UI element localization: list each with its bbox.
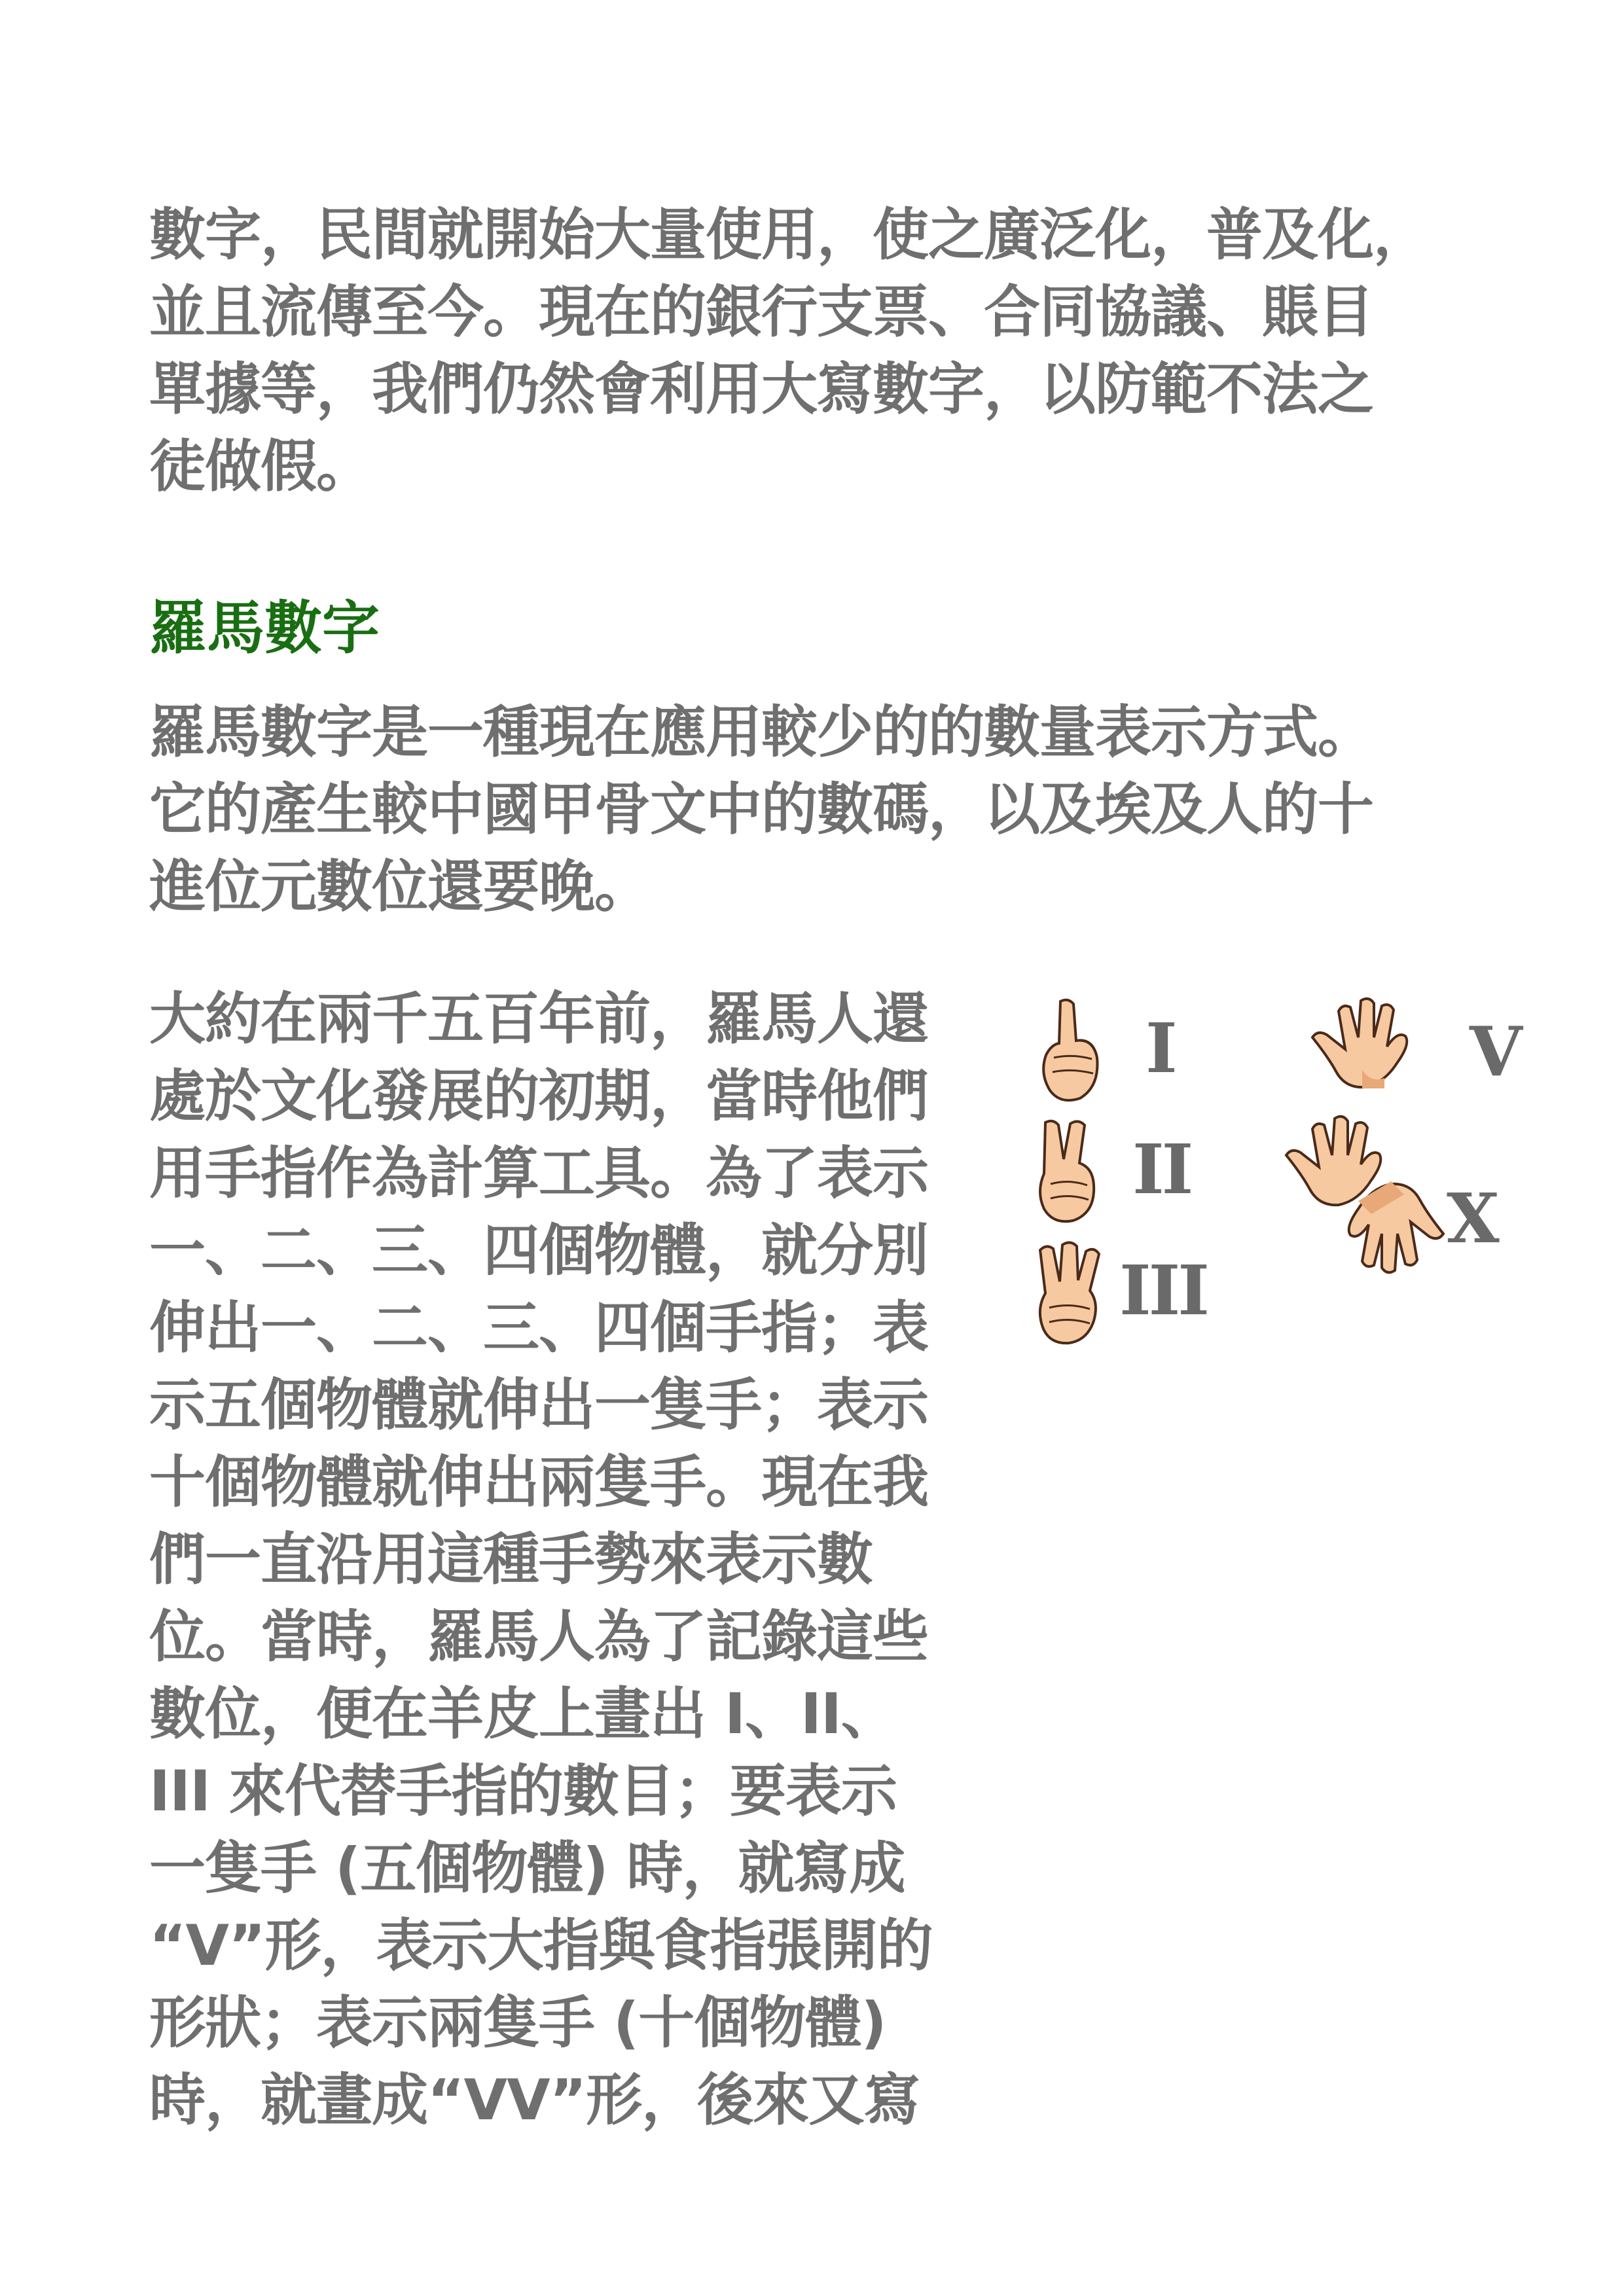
numeral-ten: X (1447, 1178, 1497, 1259)
text-line: 進位元數位還要晚。 (149, 854, 650, 920)
text-line: 它的產生較中國甲骨文中的數碼，以及埃及人的十 (149, 777, 1373, 842)
text-line: 示五個物體就伸出一隻手；表示 (149, 1372, 928, 1438)
roman-intro-paragraph (149, 694, 1491, 925)
two-finger-hand-icon (1031, 1116, 1103, 1227)
text-line: 處於文化發展的初期，當時他們 (149, 1064, 928, 1129)
intro-paragraph (149, 196, 1491, 505)
text-line: 數字，民間就開始大量使用，使之廣泛化，普及化， (149, 202, 1429, 268)
numeral-two: II (1132, 1129, 1191, 1210)
roman-history-paragraph (149, 980, 1020, 2139)
numeral-one: I (1146, 1008, 1175, 1088)
two-crossed-hands-icon (1280, 1109, 1450, 1286)
text-line: 伸出一、二、三、四個手指；表 (149, 1295, 928, 1361)
text-line: 形狀；表示兩隻手 (十個物體) (149, 1990, 886, 2056)
text-line: 時，就畫成“VV”形，後來又寫 (149, 2068, 920, 2133)
text-line: III 來代替手指的數目；要表示 (149, 1759, 897, 1824)
text-line: 羅馬數字是一種現在應用較少的的數量表示方式。 (149, 700, 1373, 765)
text-line: 一隻手 (五個物體) 時，就寫成 (149, 1836, 905, 1901)
text-line: 並且流傳至今。現在的銀行支票、合同協議、賬目 (149, 279, 1373, 345)
one-finger-hand-icon (1034, 995, 1106, 1106)
text-line: 們一直沿用這種手勢來表示數 (149, 1527, 873, 1592)
text-line: 一、二、三、四個物體，就分別 (149, 1218, 928, 1283)
three-finger-hand-icon (1031, 1237, 1110, 1348)
section-heading: 羅馬數字 (149, 594, 380, 662)
text-line: 徒做假。 (149, 434, 372, 499)
text-line: 用手指作為計算工具。為了表示 (149, 1141, 928, 1206)
text-line: 大約在兩千五百年前，羅馬人還 (149, 986, 928, 1052)
roman-numeral-hands-figure (1021, 982, 1538, 1348)
text-line: 數位，便在羊皮上畫出 I、II、 (149, 1681, 897, 1747)
text-line: 十個物體就伸出兩隻手。現在我 (149, 1450, 928, 1515)
open-hand-icon (1306, 992, 1417, 1090)
text-line: 位。當時，羅馬人為了記錄這些 (149, 1604, 928, 1670)
text-line: “V”形，表示大指與食指張開的 (149, 1913, 933, 1979)
numeral-five: V (1470, 1011, 1520, 1092)
numeral-three: III (1119, 1250, 1207, 1331)
text-line: 單據等，我們仍然會利用大寫數字，以防範不法之 (149, 357, 1373, 422)
